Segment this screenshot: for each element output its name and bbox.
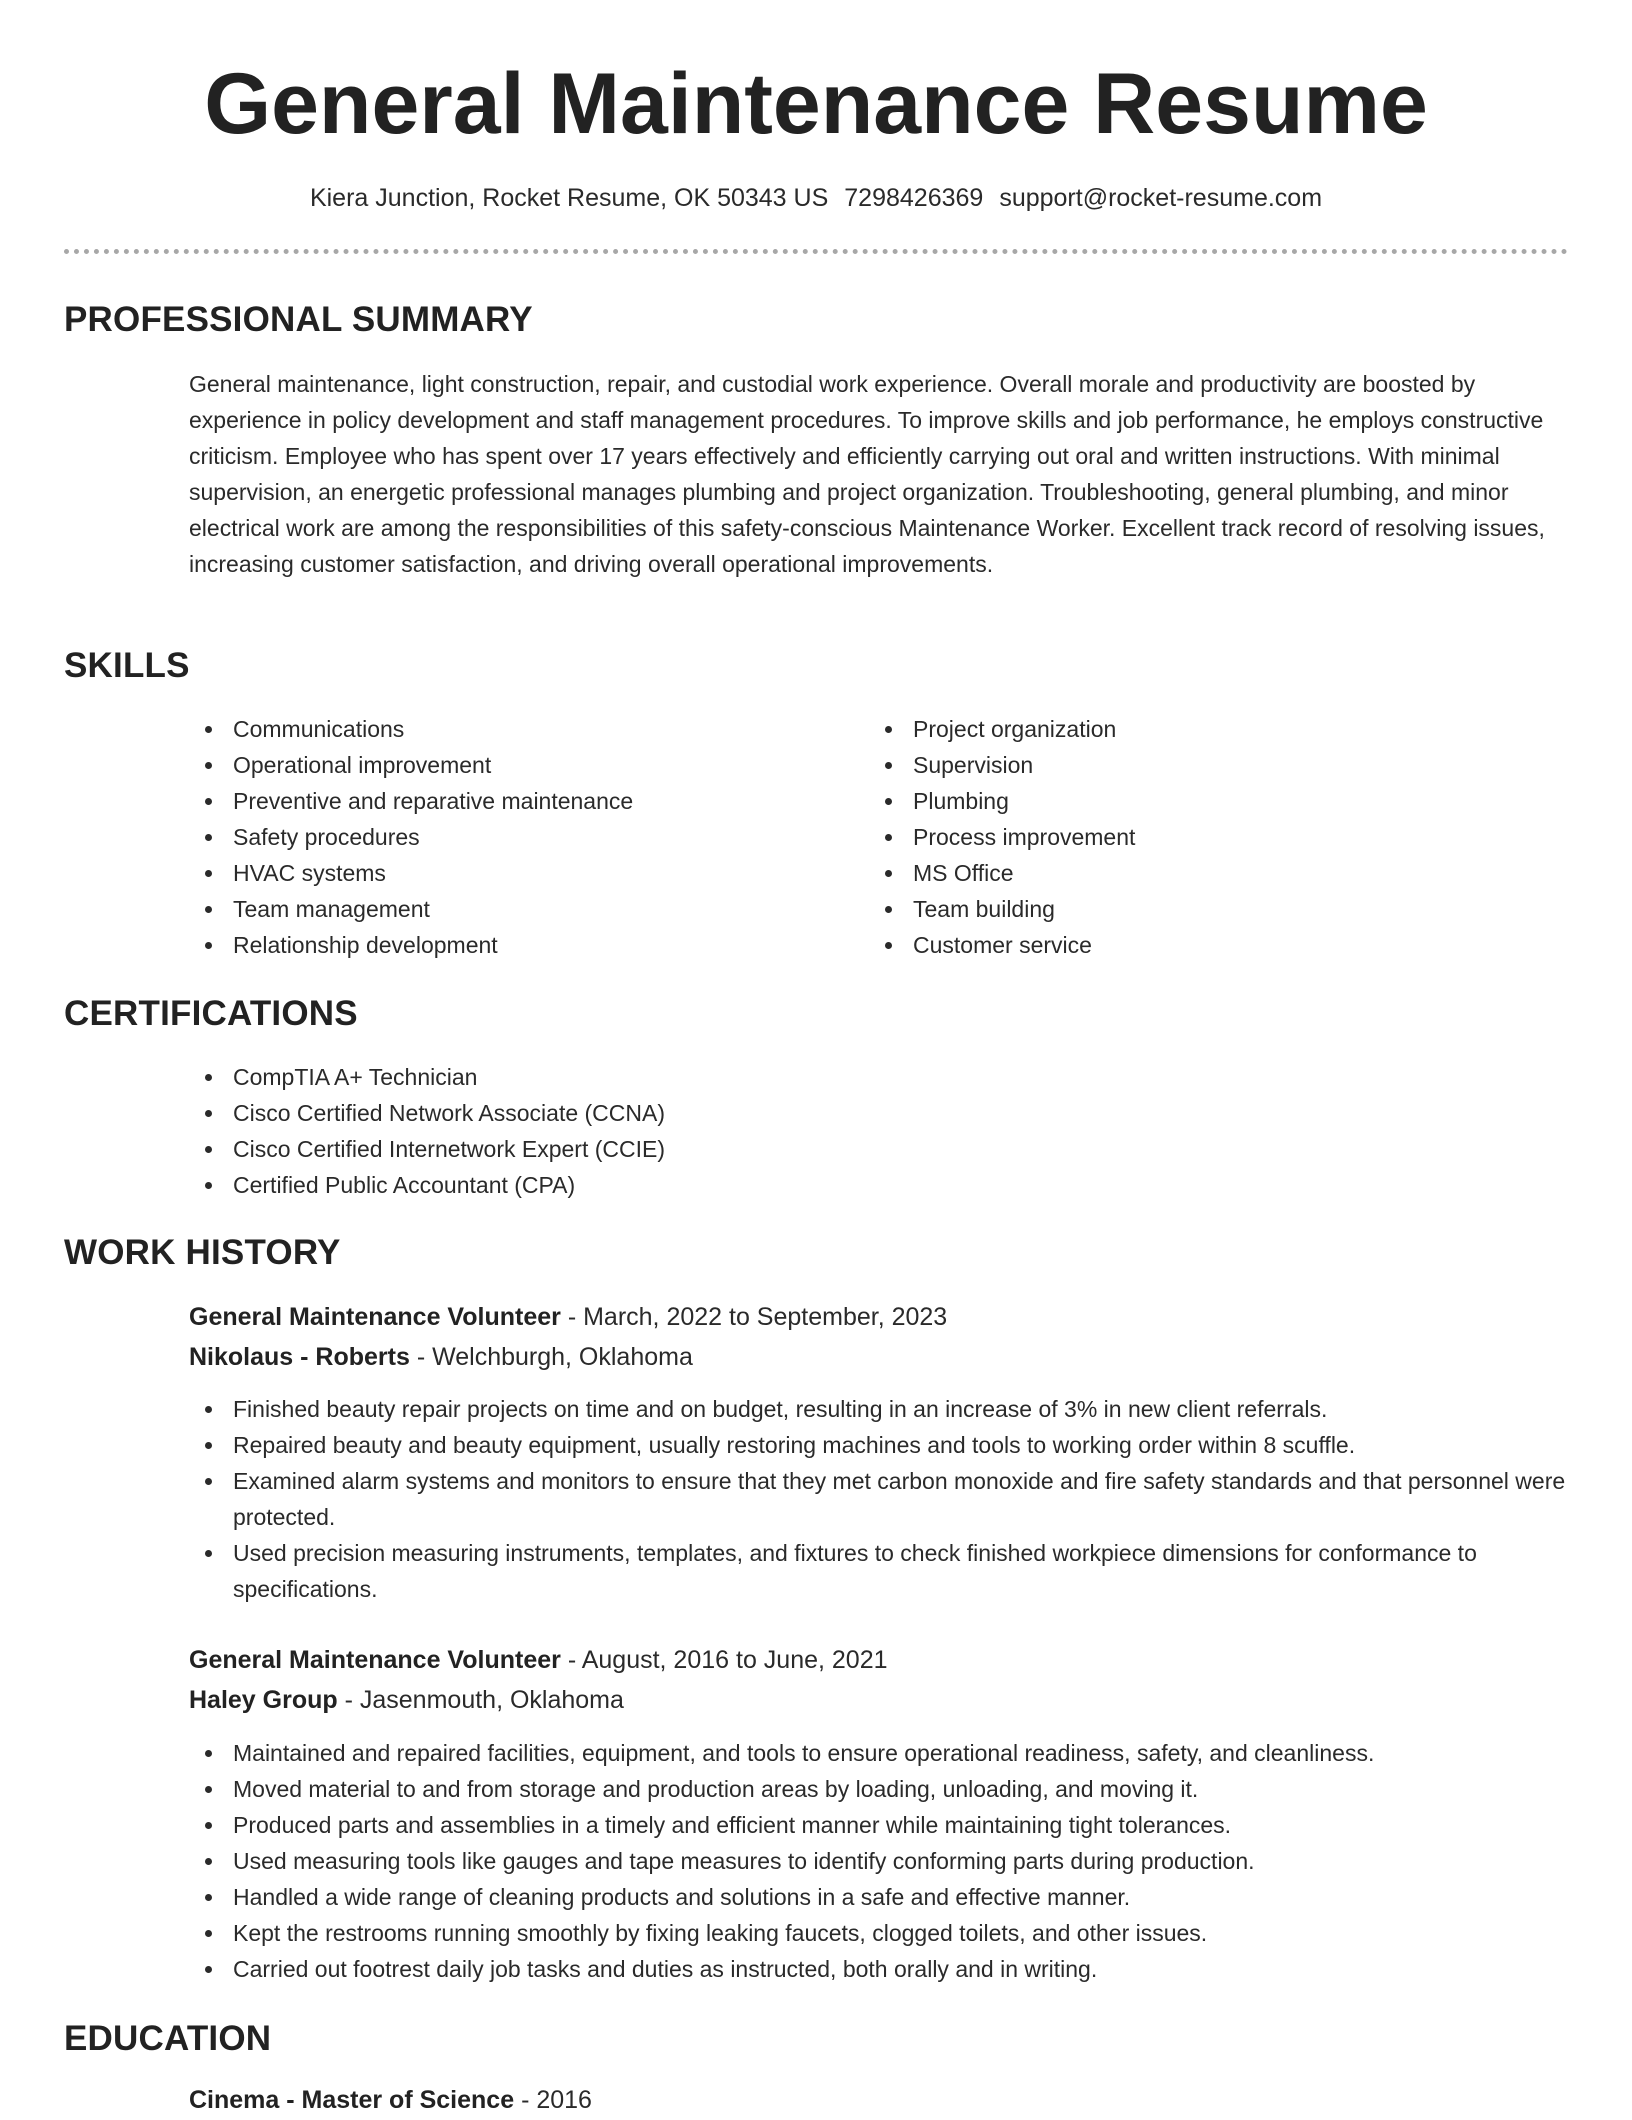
job-title: General Maintenance Volunteer xyxy=(189,1303,561,1331)
contact-phone: 7298426369 xyxy=(844,184,984,212)
skills-list-right xyxy=(869,711,1509,963)
skill-item: Team management xyxy=(189,891,829,927)
contact-line xyxy=(0,178,1632,218)
certification-item: Certified Public Accountant (CPA) xyxy=(189,1167,1569,1203)
job-2-bullets xyxy=(189,1735,1569,1987)
skills-list-left xyxy=(189,711,829,963)
job-bullet: Carried out footrest daily job tasks and duties as instructed, both orally and in writing. xyxy=(189,1951,1569,1987)
work-history-heading: WORK HISTORY xyxy=(64,1233,341,1272)
certification-item: Cisco Certified Network Associate (CCNA) xyxy=(189,1095,1569,1131)
education-line xyxy=(189,2080,592,2120)
job-location: - Jasenmouth, Oklahoma xyxy=(337,1686,624,1714)
job-bullet: Kept the restrooms running smoothly by fixing leaking faucets, clogged toilets, and other issues. xyxy=(189,1915,1569,1951)
education-year: - 2016 xyxy=(514,2086,592,2114)
job-company: Haley Group xyxy=(189,1686,338,1714)
skill-item: Team building xyxy=(869,891,1509,927)
job-location: - Welchburgh, Oklahoma xyxy=(409,1343,693,1371)
job-2-title-line xyxy=(189,1640,888,1680)
skill-item: Plumbing xyxy=(869,783,1509,819)
job-1-title-line xyxy=(189,1297,947,1337)
job-company: Nikolaus - Roberts xyxy=(189,1343,410,1371)
job-bullet: Repaired beauty and beauty equipment, usually restoring machines and tools to working order within 8 scuffle. xyxy=(189,1427,1569,1463)
skill-item: Safety procedures xyxy=(189,819,829,855)
skill-item: HVAC systems xyxy=(189,855,829,891)
skill-item: Relationship development xyxy=(189,927,829,963)
summary-text: General maintenance, light construction, repair, and custodial work experience. Overall morale and productivity are boosted by experience in policy development and staff management procedures. To improve skills and job performance, he employs constructive criticism. Employee who has spent over 17 years effectively and efficiently carrying out oral and written instructions. With minimal supervision, an energetic professional manages plumbing and project organization. Troubleshooting, general plumbing, and minor electrical work are among the responsibilities of this safety-conscious Maintenance Worker. Excellent track record of resolving issues, increasing customer satisfaction, and driving overall operational improvements. xyxy=(189,371,1545,577)
job-bullet: Examined alarm systems and monitors to ensure that they met carbon monoxide and fire safety standards and that personnel were protected. xyxy=(189,1463,1569,1535)
job-dates: - March, 2022 to September, 2023 xyxy=(560,1303,948,1331)
skill-item: Project organization xyxy=(869,711,1509,747)
education-heading: EDUCATION xyxy=(64,2019,272,2058)
job-title: General Maintenance Volunteer xyxy=(189,1646,561,1674)
certification-item: Cisco Certified Internetwork Expert (CCIE) xyxy=(189,1131,1569,1167)
job-bullet: Maintained and repaired facilities, equipment, and tools to ensure operational readiness, safety, and cleanliness. xyxy=(189,1735,1569,1771)
contact-email[interactable]: support@rocket-resume.com xyxy=(999,184,1323,212)
skill-item: Communications xyxy=(189,711,829,747)
job-bullet: Moved material to and from storage and production areas by loading, unloading, and moving it. xyxy=(189,1771,1569,1807)
job-bullet: Produced parts and assemblies in a timely and efficient manner while maintaining tight tolerances. xyxy=(189,1807,1569,1843)
summary-heading: PROFESSIONAL SUMMARY xyxy=(64,300,533,339)
job-bullet: Handled a wide range of cleaning products and solutions in a safe and effective manner. xyxy=(189,1879,1569,1915)
certifications-list xyxy=(189,1059,1569,1203)
skill-item: Supervision xyxy=(869,747,1509,783)
job-bullet: Used measuring tools like gauges and tape measures to identify conforming parts during production. xyxy=(189,1843,1569,1879)
job-2-company-line xyxy=(189,1680,624,1720)
skill-item: Operational improvement xyxy=(189,747,829,783)
certification-item: CompTIA A+ Technician xyxy=(189,1059,1569,1095)
job-1-company-line xyxy=(189,1337,693,1377)
skill-item: Preventive and reparative maintenance xyxy=(189,783,829,819)
skill-item: Process improvement xyxy=(869,819,1509,855)
job-bullet: Finished beauty repair projects on time and on budget, resulting in an increase of 3% in new client referrals. xyxy=(189,1391,1569,1427)
certifications-heading: CERTIFICATIONS xyxy=(64,994,358,1033)
header-divider xyxy=(64,249,1568,254)
job-1-bullets xyxy=(189,1391,1569,1607)
skill-item: Customer service xyxy=(869,927,1509,963)
skills-heading: SKILLS xyxy=(64,646,190,685)
job-dates: - August, 2016 to June, 2021 xyxy=(560,1646,888,1674)
job-bullet: Used precision measuring instruments, templates, and fixtures to check finished workpiece dimensions for conformance to specifications. xyxy=(189,1535,1569,1607)
resume-title: General Maintenance Resume xyxy=(204,56,1428,152)
skill-item: MS Office xyxy=(869,855,1509,891)
contact-address: Kiera Junction, Rocket Resume, OK 50343 US xyxy=(309,184,829,212)
education-school: Cinema - Master of Science xyxy=(189,2086,515,2114)
